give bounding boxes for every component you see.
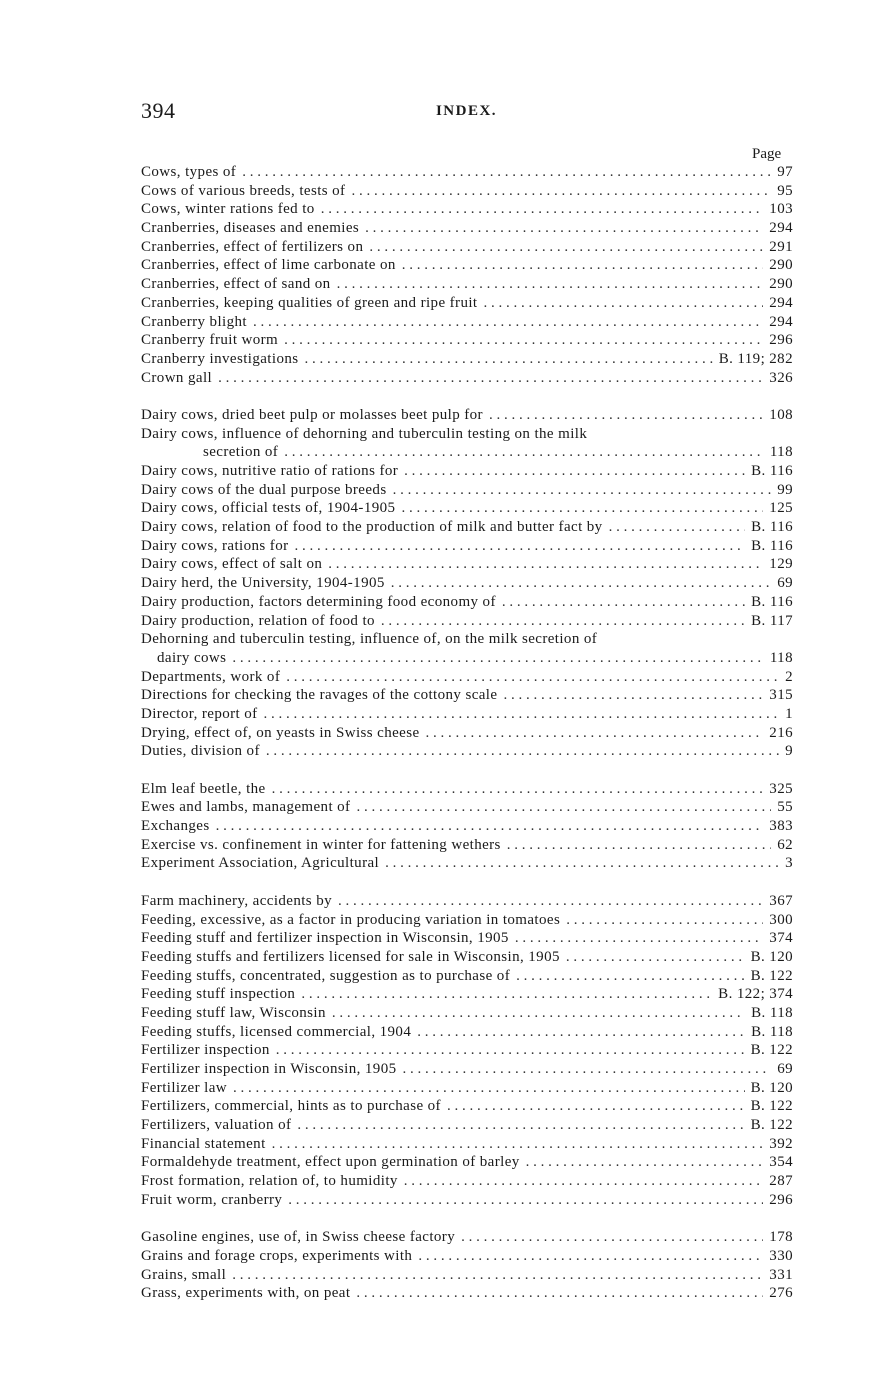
index-entry [141, 911, 793, 930]
page-reference: 2 [785, 668, 793, 685]
index-entry [141, 481, 793, 500]
dot-leader [526, 1153, 764, 1172]
entry-text: Grains and forage crops, experiments with [141, 1247, 413, 1264]
dot-leader [503, 686, 763, 705]
page-reference: B. 116 [751, 537, 793, 554]
entry-text: Fruit worm, cranberry [141, 1191, 283, 1208]
index-entry [141, 1079, 793, 1098]
index-entry [141, 369, 793, 388]
page-reference: B. 116 [751, 593, 793, 610]
index-entry [141, 275, 793, 294]
page-reference: 330 [769, 1247, 793, 1264]
index-entry-continuation [141, 443, 793, 462]
page-reference: B. 118 [751, 1023, 793, 1040]
entry-text: Exchanges [141, 818, 210, 835]
dot-leader [328, 555, 763, 574]
dot-leader [461, 1228, 763, 1247]
dot-leader [515, 929, 763, 948]
entry-text: Feeding stuff inspection [141, 986, 296, 1003]
entry-text: Financial statement [141, 1135, 266, 1152]
entry-text: Dairy cows of the dual purpose breeds [141, 481, 387, 498]
entry-text: Dairy cows, rations for [141, 537, 289, 554]
page-reference: B. 122 [750, 1117, 793, 1134]
index-entry [141, 1041, 793, 1060]
entry-text: Fertilizer law [141, 1079, 227, 1096]
dot-leader [566, 948, 745, 967]
entry-text: Dehorning and tuberculin testing, influence of, on the milk secretion of [141, 631, 598, 648]
index-entry [141, 1004, 793, 1023]
group-separator [141, 1210, 793, 1229]
index-entry [141, 1135, 793, 1154]
entry-text: Cranberry blight [141, 313, 247, 330]
index-entry [141, 1023, 793, 1042]
index-entry [141, 985, 793, 1004]
page-reference: 294 [769, 294, 793, 311]
index-entry [141, 256, 793, 275]
index-entry [141, 1191, 793, 1210]
page-reference: 300 [769, 911, 793, 928]
entry-text: Grains, small [141, 1266, 227, 1283]
index-entry [141, 892, 793, 911]
entry-text: Cranberry investigations [141, 350, 299, 367]
index-entry [141, 612, 793, 631]
page-reference: 97 [777, 164, 793, 180]
entry-text: Dairy cows, nutritive ratio of rations for [141, 463, 399, 479]
index-entry [141, 331, 793, 350]
dot-leader [417, 1023, 745, 1042]
dot-leader [404, 462, 745, 481]
index-entry [141, 593, 793, 612]
dot-leader [393, 481, 772, 500]
dot-leader [483, 294, 763, 313]
page-reference: B. 118 [751, 1004, 793, 1021]
entry-text: Feeding stuff and fertilizer inspection in Wisconsin, 1905 [141, 930, 509, 947]
page-reference: B. 116 [751, 463, 793, 479]
index-entry [141, 854, 793, 873]
dot-leader [272, 780, 764, 799]
index-entry [141, 742, 793, 761]
index-entry [141, 705, 793, 724]
index-entry [141, 630, 793, 649]
page-number: 394 [141, 98, 176, 123]
page-reference: 294 [769, 220, 793, 237]
page-reference: B. 120 [750, 948, 793, 965]
page-reference: 374 [769, 930, 793, 947]
entry-text: Exercise vs. confinement in winter for fattening wethers [141, 836, 501, 853]
index-entry [141, 668, 793, 687]
page-reference: 95 [777, 182, 793, 199]
dot-leader [401, 499, 763, 518]
index-entry [141, 798, 793, 817]
page-reference: B. 119; 282 [718, 350, 793, 367]
page-reference: 69 [777, 575, 793, 592]
dot-leader [276, 1041, 745, 1060]
page-column-label: Page [752, 146, 782, 162]
page-reference: 129 [769, 556, 793, 573]
dot-leader [321, 200, 764, 219]
page-reference: 118 [769, 444, 793, 461]
page-reference: 118 [769, 649, 793, 666]
entry-text: Formaldehyde treatment, effect upon germination of barley [141, 1154, 520, 1171]
page-reference: 296 [769, 1191, 793, 1208]
page-reference: 9 [785, 743, 793, 760]
dot-leader [232, 1266, 763, 1285]
dot-leader [253, 313, 763, 332]
index-entry [141, 929, 793, 948]
index-entry [141, 406, 793, 425]
entry-text: Fertilizers, commercial, hints as to purchase of [141, 1098, 441, 1115]
index-entry [141, 1153, 793, 1172]
dot-leader [418, 1247, 763, 1266]
dot-leader [356, 1284, 763, 1303]
group-separator [141, 873, 793, 892]
page-reference: B. 122 [750, 1098, 793, 1115]
entry-text: Crown gall [141, 369, 213, 386]
index-entry [141, 724, 793, 743]
dot-leader [516, 967, 745, 986]
page-reference: B. 122 [750, 1042, 793, 1059]
index-entry [141, 518, 793, 537]
index-entry [141, 1266, 793, 1285]
page-reference: 178 [769, 1229, 793, 1246]
entry-text: Dairy cows, relation of food to the production of milk and butter fact by [141, 519, 603, 536]
index-entry [141, 836, 793, 855]
dot-leader [218, 369, 763, 388]
index-entry [141, 1116, 793, 1135]
page-reference: 62 [777, 836, 793, 853]
dot-leader [351, 182, 771, 201]
entry-text: Cranberries, effect of lime carbonate on [141, 257, 396, 274]
entry-text: Feeding stuffs and fertilizers licensed for sale in Wisconsin, 1905 [141, 948, 560, 965]
dot-leader [566, 911, 763, 930]
dot-leader [284, 443, 764, 462]
index-entry [141, 219, 793, 238]
entry-text: Cows of various breeds, tests of [141, 182, 346, 199]
entry-text: Grass, experiments with, on peat [141, 1285, 351, 1302]
dot-leader [338, 892, 763, 911]
index-entry [141, 294, 793, 313]
index-entry [141, 200, 793, 219]
entry-text: Ewes and lambs, management of [141, 799, 351, 816]
page-reference: 108 [769, 406, 793, 423]
dot-leader [426, 724, 764, 743]
page-reference: 325 [769, 780, 793, 797]
index-entry [141, 313, 793, 332]
entry-text: Directions for checking the ravages of the cottony scale [141, 687, 498, 704]
page-reference: 55 [777, 799, 793, 816]
entry-text: Director, report of [141, 705, 258, 722]
dot-leader [365, 219, 763, 238]
page-reference: 315 [769, 687, 793, 704]
entry-text: Cranberries, effect of fertilizers on [141, 238, 364, 255]
index-entry [141, 817, 793, 836]
page-reference: 326 [769, 369, 793, 386]
dot-leader [264, 705, 780, 724]
dot-leader [447, 1097, 745, 1116]
page-reference: 296 [769, 332, 793, 349]
page-reference: 69 [777, 1061, 793, 1077]
entry-continuation-text: secretion of [203, 444, 279, 461]
dot-leader [402, 256, 764, 275]
dot-leader [356, 798, 771, 817]
dot-leader [404, 1172, 764, 1191]
index-entry [141, 163, 793, 182]
entry-text: Cows, winter rations fed to [141, 201, 315, 218]
index-entry [141, 537, 793, 556]
index-entry [141, 780, 793, 799]
entry-text: Cows, types of [141, 164, 237, 180]
dot-leader [295, 537, 746, 556]
index-entry [141, 967, 793, 986]
entry-text: Gasoline engines, use of, in Swiss cheese factory [141, 1229, 456, 1246]
page-reference: B. 120 [750, 1079, 793, 1096]
page-reference: 290 [769, 276, 793, 293]
entry-text: Departments, work of [141, 668, 281, 685]
page-reference: 276 [769, 1285, 793, 1302]
dot-leader [216, 817, 764, 836]
entry-text: Feeding stuffs, licensed commercial, 1904 [141, 1023, 412, 1040]
page-reference: B. 122 [750, 967, 793, 984]
page-reference: 3 [785, 855, 793, 872]
index-entry [141, 1284, 793, 1303]
dot-leader [381, 612, 745, 631]
dot-leader [301, 985, 712, 1004]
page-reference: 216 [769, 724, 793, 741]
index-entry [141, 350, 793, 369]
entry-text: Dairy cows, effect of salt on [141, 556, 323, 573]
index-entry [141, 1228, 793, 1247]
page-reference: B. 117 [751, 612, 793, 629]
entry-text: Dairy herd, the University, 1904-1905 [141, 575, 385, 592]
entry-text: Feeding stuffs, concentrated, suggestion as to purchase of [141, 967, 511, 984]
page-reference: 99 [777, 481, 793, 498]
dot-leader [288, 1191, 763, 1210]
entry-text: Dairy cows, official tests of, 1904-1905 [141, 500, 396, 517]
entry-text: Cranberries, diseases and enemies [141, 220, 360, 237]
dot-leader [403, 1060, 772, 1079]
dot-leader [304, 350, 712, 369]
entry-text: Feeding, excessive, as a factor in producing variation in tomatoes [141, 911, 561, 928]
index-entry [141, 948, 793, 967]
dot-leader [369, 238, 763, 257]
page-reference: 290 [769, 257, 793, 274]
entry-text: Dairy production, factors determining food economy of [141, 593, 496, 610]
index-list [141, 163, 793, 1303]
entry-text: Feeding stuff law, Wisconsin [141, 1004, 326, 1021]
index-entry [141, 1060, 793, 1079]
page-reference: 1 [785, 705, 793, 722]
dot-leader [385, 854, 779, 873]
dot-leader [391, 574, 771, 593]
index-entry [141, 574, 793, 593]
dot-leader [286, 668, 779, 687]
entry-text: Fertilizer inspection in Wisconsin, 1905 [141, 1061, 397, 1077]
index-entry [141, 182, 793, 201]
page-reference: B. 122; 374 [718, 986, 793, 1003]
dot-leader [242, 163, 771, 182]
index-entry [141, 238, 793, 257]
entry-text: Fertilizers, valuation of [141, 1117, 292, 1134]
entry-text: Cranberry fruit worm [141, 332, 279, 349]
page-title: INDEX. [435, 103, 498, 119]
dot-leader [507, 836, 771, 855]
index-entry [141, 686, 793, 705]
index-entry [141, 462, 793, 481]
dot-leader [609, 518, 746, 537]
dot-leader [489, 406, 763, 425]
entry-text: Cranberries, keeping qualities of green and ripe fruit [141, 294, 478, 311]
group-separator [141, 761, 793, 780]
page-reference: 294 [769, 313, 793, 330]
index-entry [141, 1172, 793, 1191]
entry-text: Cranberries, effect of sand on [141, 276, 331, 293]
entry-text: Duties, division of [141, 743, 260, 760]
page-reference: 287 [769, 1173, 793, 1190]
entry-text: Experiment Association, Agricultural [141, 855, 380, 872]
dot-leader [297, 1116, 744, 1135]
dot-leader [232, 649, 763, 668]
group-separator [141, 387, 793, 406]
page-reference: 125 [769, 500, 793, 517]
index-entry [141, 1247, 793, 1266]
page-reference: 354 [769, 1154, 793, 1171]
dot-leader [284, 331, 763, 350]
page-reference: 383 [769, 818, 793, 835]
page-reference: 392 [769, 1135, 793, 1152]
index-entry [141, 555, 793, 574]
dot-leader [332, 1004, 745, 1023]
entry-text: Farm machinery, accidents by [141, 892, 332, 909]
page-reference: 367 [769, 892, 793, 909]
entry-text: Elm leaf beetle, the [141, 780, 266, 797]
entry-text: Dairy cows, dried beet pulp or molasses beet pulp for [141, 406, 483, 423]
dot-leader [233, 1079, 745, 1098]
entry-text: Fertilizer inspection [141, 1042, 270, 1059]
dot-leader [502, 593, 745, 612]
page-reference: B. 116 [751, 519, 793, 536]
entry-text: Dairy production, relation of food to [141, 612, 375, 629]
index-entry [141, 425, 793, 444]
index-entry [141, 1097, 793, 1116]
entry-text: Frost formation, relation of, to humidity [141, 1173, 398, 1190]
entry-text: Dairy cows, influence of dehorning and tuberculin testing on the milk [141, 425, 588, 442]
entry-continuation-text: dairy cows [157, 649, 227, 666]
index-entry [141, 499, 793, 518]
page-reference: 291 [769, 238, 793, 255]
dot-leader [266, 742, 779, 761]
dot-leader [272, 1135, 764, 1154]
dot-leader [337, 275, 764, 294]
page-reference: 103 [769, 201, 793, 218]
page-reference: 331 [769, 1266, 793, 1283]
entry-text: Drying, effect of, on yeasts in Swiss cheese [141, 724, 420, 741]
index-entry-continuation [141, 649, 793, 668]
